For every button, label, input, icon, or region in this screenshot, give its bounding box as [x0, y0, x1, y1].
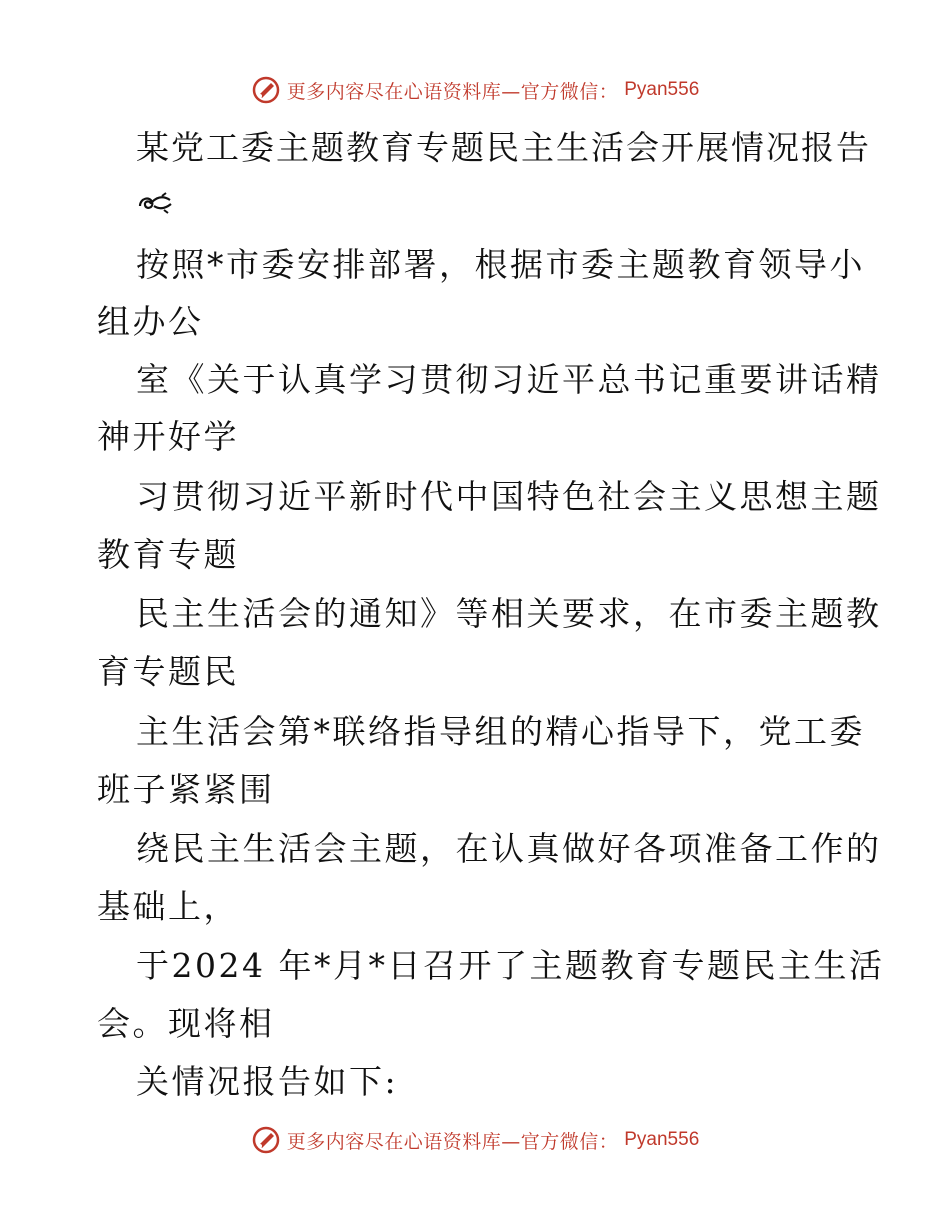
body-line: 主生活会第*联络指导组的精心指导下，党工委: [136, 712, 865, 751]
body-line: 民主生活会的通知》等相关要求，在市委主题教: [136, 594, 882, 633]
body-line: 关情况报告如下:: [136, 1062, 399, 1101]
document-title: 某党工委主题教育专题民主生活会开展情况报告: [136, 128, 871, 167]
body-line: 基础上，: [97, 887, 239, 926]
body-line: 班子紧紧围: [97, 770, 275, 809]
footer-watermark: [0, 1120, 950, 1160]
watermark-text: 更多内容尽在心语资料库—官方微信：: [286, 1130, 619, 1153]
body-line: 神开好学: [97, 417, 239, 456]
body-line: 育专题民: [97, 652, 239, 691]
body-line: 于2024 年*月*日召开了主题教育专题民主生活: [136, 946, 885, 985]
brand-logo-icon: [251, 75, 281, 105]
watermark-id: Pyan556: [624, 1129, 700, 1150]
body-line: 会。现将相: [97, 1004, 275, 1043]
body-line: 习贯彻习近平新时代中国特色社会主义思想主题: [136, 477, 882, 516]
body-line: 教育专题: [97, 535, 239, 574]
watermark-id: Pyan556: [624, 79, 700, 100]
header-watermark: [0, 70, 950, 110]
flourish-icon: [136, 190, 174, 216]
body-line: 绕民主生活会主题，在认真做好各项准备工作的: [136, 829, 882, 868]
body-line: 按照*市委安排部署，根据市委主题教育领导小: [136, 245, 865, 284]
watermark-text: 更多内容尽在心语资料库—官方微信：: [286, 80, 619, 103]
body-line: 室《关于认真学习贯彻习近平总书记重要讲话精: [136, 360, 882, 399]
brand-logo-icon: [251, 1125, 281, 1155]
body-line: 组办公: [97, 302, 204, 341]
